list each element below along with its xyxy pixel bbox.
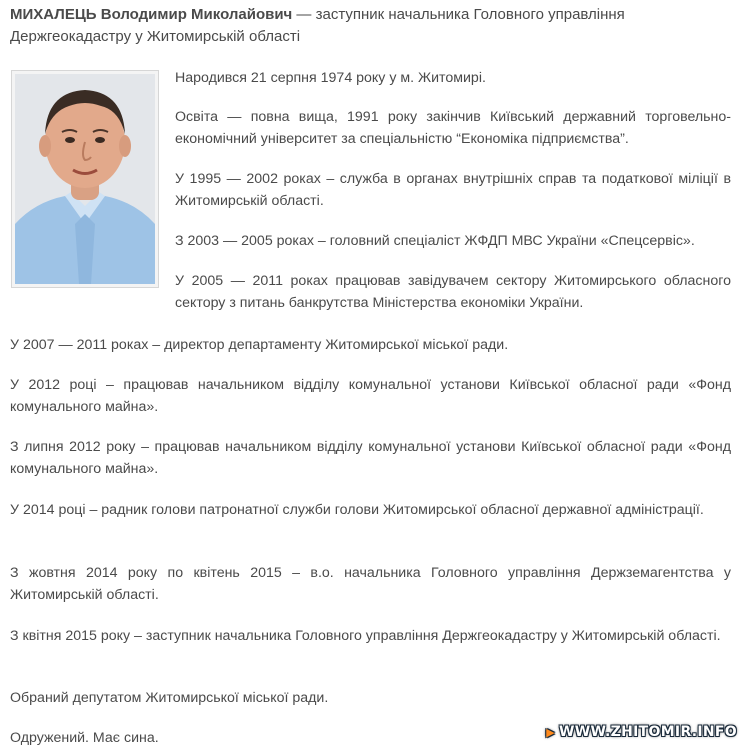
- site-watermark: [546, 724, 737, 740]
- bio-paragraph: З жовтня 2014 року по квітень 2015 – в.о. начальника Головного управління Держземагентства у Житомирській області.: [10, 565, 731, 603]
- bio-paragraph: З 2003 — 2005 роках – головний спеціаліст ЖФДП МВС України «Спецсервіс».: [175, 233, 695, 249]
- bio-paragraph: У 2005 — 2011 роках працював завідувачем сектору Житомирського обласного сектору з питань банкрутства Міністерства економіки України.: [175, 273, 731, 311]
- bio-paragraph: З липня 2012 року – працював начальником відділу комунальної установи Київської обласної ради «Фонд комунального майна».: [10, 439, 731, 477]
- bio-paragraph: Обраний депутатом Житомирської міської ради.: [10, 690, 329, 706]
- watermark-text: WWW.ZHITOMIR.INFO: [558, 724, 737, 740]
- portrait-photo: [15, 74, 155, 284]
- portrait-frame: [11, 70, 159, 288]
- bio-paragraph: Народився 21 серпня 1974 року у м. Житомирі.: [175, 70, 486, 86]
- bio-paragraph: Одружений. Має сина.: [10, 730, 159, 746]
- play-arrow-icon: ▶: [546, 726, 555, 739]
- bio-paragraph: У 2007 — 2011 роках – директор департаменту Житомирської міської ради.: [10, 337, 509, 353]
- person-name: МИХАЛЕЦЬ Володимир Миколайович: [10, 6, 293, 23]
- bio-paragraph: Освіта — повна вища, 1991 року закінчив Київський державний торговельно-економічний університет за спеціальністю “Економіка підприємства”.: [175, 109, 731, 147]
- page-title: [10, 4, 735, 48]
- bio-paragraph: У 2014 році – радник голови патронатної служби голови Житомирської обласної державної адміністрації.: [10, 502, 704, 518]
- bio-paragraph: У 2012 році – працював начальником відділу комунальної установи Київської обласної ради «Фонд комунального майна».: [10, 377, 731, 415]
- bio-paragraph: З квітня 2015 року – заступник начальника Головного управління Держгеокадастру у Житомирській області.: [10, 628, 721, 644]
- portrait-illustration: [15, 74, 155, 284]
- person-position: — заступник начальника Головного управління Держгеокадастру у Житомирській області: [10, 6, 625, 45]
- bio-paragraph: У 1995 — 2002 роках – служба в органах внутрішніх справ та податкової міліції в Житомирській області.: [175, 171, 731, 209]
